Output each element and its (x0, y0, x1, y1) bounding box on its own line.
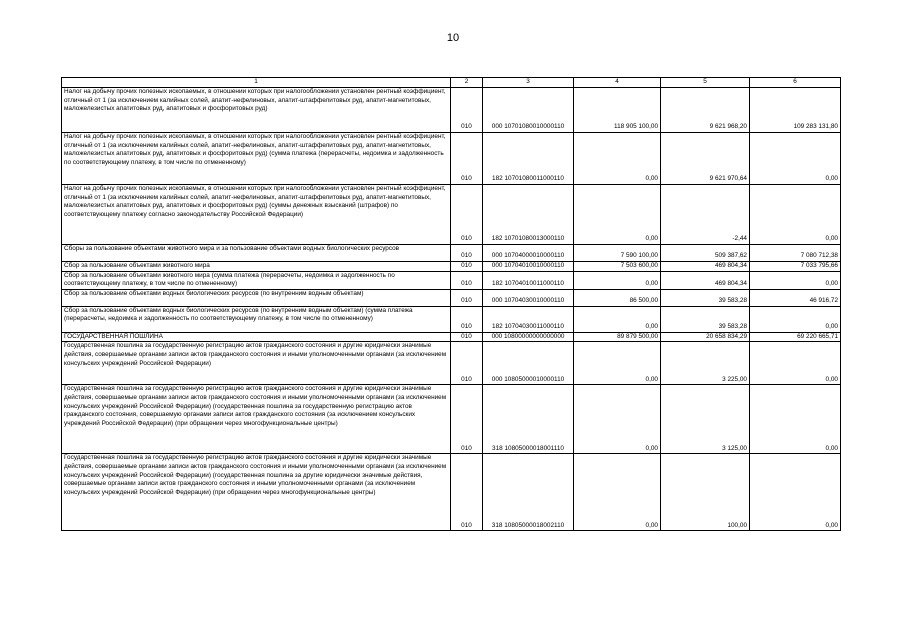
row-unexecuted-amount: 7 033 795,66 (750, 262, 841, 272)
table-row (62, 385, 841, 454)
row-line-code: 010 (451, 133, 483, 185)
table-row (62, 306, 841, 332)
row-approved-amount: 0,00 (574, 385, 661, 454)
row-unexecuted-amount: 0,00 (750, 133, 841, 185)
row-executed-amount: 39 583,28 (661, 289, 750, 306)
row-unexecuted-amount: 0,00 (750, 306, 841, 332)
table-row (62, 245, 841, 262)
row-line-code: 010 (451, 342, 483, 385)
row-description: Сбор за пользование объектами водных биологических ресурсов (по внутренним водным объектам) (62, 289, 451, 306)
row-approved-amount: 7 590 100,00 (574, 245, 661, 262)
row-budget-code: 182 10704010011000110 (483, 271, 574, 289)
row-executed-amount: 3 125,00 (661, 385, 750, 454)
row-line-code: 010 (451, 185, 483, 245)
row-description: Налог на добычу прочих полезных ископаемых, в отношении которых при налогообложении установлен рентный коэффициент, отличный от 1 (за исключением калийных солей, апатит-нефелиновых, апатит-штаффелитовых руд, апатит-магнетитовых, маложелезистых апатитовых руд, апатитовых и фосфоритовых руд) (сумма платежа (перерасчеты, недоимка и задолженность по соответствующему платежу, в том числе по отмененному) (62, 133, 451, 185)
row-line-code: 010 (451, 306, 483, 332)
row-description: Налог на добычу прочих полезных ископаемых, в отношении которых при налогообложении установлен рентный коэффициент, отличный от 1 (за исключением калийных солей, апатит-нефелиновых, апатит-штаффелитовых руд, апатит-магнетитовых, маложелезистых апатитовых руд, апатитовых и фосфоритовых руд) (62, 88, 451, 133)
column-header: 1 (62, 78, 451, 88)
row-budget-code: 318 10805000018002110 (483, 454, 574, 531)
table-header-row (62, 78, 841, 88)
row-budget-code: 000 10704030010000110 (483, 289, 574, 306)
row-unexecuted-amount: 46 916,72 (750, 289, 841, 306)
table-row (62, 332, 841, 342)
column-header: 5 (661, 78, 750, 88)
column-header: 6 (750, 78, 841, 88)
row-executed-amount: 9 621 970,64 (661, 133, 750, 185)
table-row (62, 262, 841, 272)
row-unexecuted-amount: 69 220 665,71 (750, 332, 841, 342)
row-line-code: 010 (451, 245, 483, 262)
row-approved-amount: 118 905 100,00 (574, 88, 661, 133)
row-budget-code: 000 10704010010000110 (483, 262, 574, 272)
row-unexecuted-amount: 109 283 131,80 (750, 88, 841, 133)
row-budget-code: 182 10704030011000110 (483, 306, 574, 332)
row-executed-amount: 469 804,34 (661, 262, 750, 272)
column-header: 2 (451, 78, 483, 88)
row-budget-code: 182 10701080013000110 (483, 185, 574, 245)
row-budget-code: 000 10701080010000110 (483, 88, 574, 133)
row-budget-code: 318 10805000018001110 (483, 385, 574, 454)
row-approved-amount: 7 503 600,00 (574, 262, 661, 272)
row-line-code: 010 (451, 332, 483, 342)
row-unexecuted-amount: 0,00 (750, 385, 841, 454)
row-approved-amount: 86 500,00 (574, 289, 661, 306)
row-description: Государственная пошлина за государственную регистрацию актов гражданского состояния и другие юридически значимые действия, совершаемые органами записи актов гражданского состояния и иными уполномоченными органами (за исключением консульских учреждений Российской Федерации) (государственная пошлина за государственную регистрацию актов гражданского состояния, совершаемую органами записи актов гражданского состояния (за исключением консульских учреждений Российской Федерации) (при обращении через многофункциональные центры) (62, 385, 451, 454)
table-row (62, 88, 841, 133)
row-executed-amount: 20 658 834,29 (661, 332, 750, 342)
table-row (62, 271, 841, 289)
row-description: Сбор за пользование объектами животного мира (сумма платежа (перерасчеты, недоимка и задолженность по соответствующему платежу, в том числе по отмененному) (62, 271, 451, 289)
row-executed-amount: 39 583,28 (661, 306, 750, 332)
row-line-code: 010 (451, 289, 483, 306)
row-budget-code: 182 10701080011000110 (483, 133, 574, 185)
row-executed-amount: 509 387,62 (661, 245, 750, 262)
row-approved-amount: 0,00 (574, 271, 661, 289)
row-unexecuted-amount: 0,00 (750, 271, 841, 289)
row-budget-code: 000 10800000000000000 (483, 332, 574, 342)
row-unexecuted-amount: 0,00 (750, 454, 841, 531)
row-budget-code: 000 10805000010000110 (483, 342, 574, 385)
row-line-code: 010 (451, 385, 483, 454)
report-table (61, 77, 841, 531)
row-unexecuted-amount: 0,00 (750, 342, 841, 385)
row-approved-amount: 0,00 (574, 454, 661, 531)
row-line-code: 010 (451, 88, 483, 133)
table-row (62, 133, 841, 185)
row-executed-amount: 3 225,00 (661, 342, 750, 385)
row-description: ГОСУДАРСТВЕННАЯ ПОШЛИНА (62, 332, 451, 342)
row-approved-amount: 0,00 (574, 185, 661, 245)
page-number: 10 (446, 32, 460, 44)
row-line-code: 010 (451, 271, 483, 289)
row-line-code: 010 (451, 262, 483, 272)
row-approved-amount: 89 879 500,00 (574, 332, 661, 342)
row-description: Сбор за пользование объектами животного мира (62, 262, 451, 272)
row-executed-amount: 100,00 (661, 454, 750, 531)
row-budget-code: 000 10704000010000110 (483, 245, 574, 262)
row-approved-amount: 0,00 (574, 306, 661, 332)
table-row (62, 454, 841, 531)
table-row (62, 289, 841, 306)
row-unexecuted-amount: 7 080 712,38 (750, 245, 841, 262)
column-header: 3 (483, 78, 574, 88)
row-approved-amount: 0,00 (574, 342, 661, 385)
row-description: Сборы за пользование объектами животного мира и за пользование объектами водных биологических ресурсов (62, 245, 451, 262)
row-approved-amount: 0,00 (574, 133, 661, 185)
row-description: Налог на добычу прочих полезных ископаемых, в отношении которых при налогообложении установлен рентный коэффициент, отличный от 1 (за исключением калийных солей, апатит-нефелиновых, апатит-штаффелитовых руд, апатит-магнетитовых, маложелезистых апатитовых руд, апатитовых и фосфоритовых руд) (суммы денежных взысканий (штрафов) по соответствующему платежу согласно законодательству Российской Федерации) (62, 185, 451, 245)
table-row (62, 342, 841, 385)
column-header: 4 (574, 78, 661, 88)
row-unexecuted-amount: 0,00 (750, 185, 841, 245)
row-executed-amount: 469 804,34 (661, 271, 750, 289)
row-executed-amount: 9 621 968,20 (661, 88, 750, 133)
row-description: Сбор за пользование объектами водных биологических ресурсов (по внутренним водным объектам) (сумма платежа (перерасчеты, недоимка и задолженность по соответствующему платежу, в том числе по отмененному) (62, 306, 451, 332)
row-description: Государственная пошлина за государственную регистрацию актов гражданского состояния и другие юридически значимые действия, совершаемые органами записи актов гражданского состояния и иными уполномоченными органами (за исключением консульских учреждений Российской Федерации) (62, 342, 451, 385)
row-line-code: 010 (451, 454, 483, 531)
row-description: Государственная пошлина за государственную регистрацию актов гражданского состояния и другие юридически значимые действия, совершаемые органами записи актов гражданского состояния и иными уполномоченными органами (за исключением консульских учреждений Российской Федерации) (государственная пошлина за другие юридически значимые действия, совершаемые органами записи актов гражданского состояния и иными уполномоченными органами (за исключением консульских учреждений Российской Федерации) (при обращении через многофункциональные центры) (62, 454, 451, 531)
table-row (62, 185, 841, 245)
row-executed-amount: -2,44 (661, 185, 750, 245)
